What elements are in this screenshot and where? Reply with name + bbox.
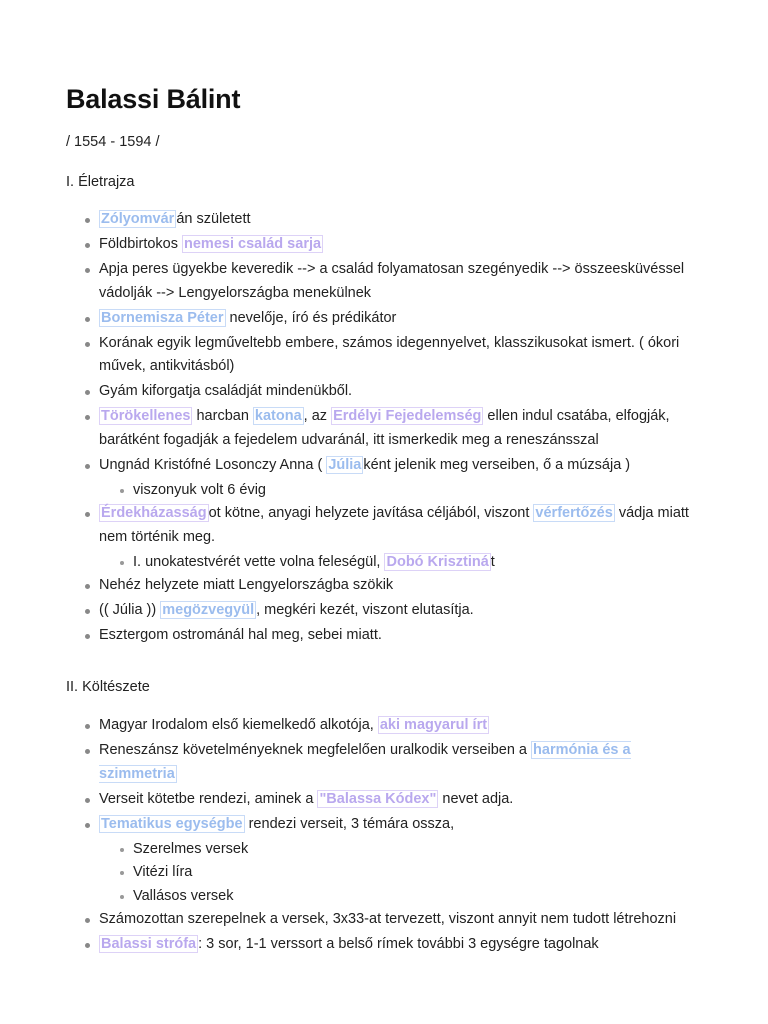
highlighted-term: harmónia és a szimmetria: [99, 742, 631, 782]
item-text: Esztergom ostrománál hal meg, sebei miatt.: [99, 627, 382, 643]
list-item: [66, 788, 706, 812]
bullet-icon: [85, 943, 90, 948]
highlighted-term: aki magyarul írt: [379, 717, 488, 733]
item-text: Gyám kiforgatja családját mindenükből.: [99, 383, 353, 399]
sub-list-item: [66, 479, 706, 503]
section-title-biography: I. Életrajza: [66, 174, 135, 190]
item-text: ellen indul csatába, elfogják, barátként fogadják a fejedelem udvaránál, itt ismerkedik meg a reneszánsszal: [99, 408, 670, 448]
sub-list-item: [66, 885, 706, 909]
item-text: viszonyuk volt 6 évig: [133, 481, 266, 498]
highlighted-term: Balassi strófa: [101, 936, 197, 952]
item-text: Földbirtokos: [99, 236, 183, 252]
page-title: Balassi Bálint: [66, 84, 241, 114]
bullet-icon: [85, 823, 90, 828]
item-text: ként jelenik meg verseiben, ő a múzsája ): [363, 456, 631, 473]
item-text: rendezi verseit, 3 témára ossza,: [244, 815, 455, 832]
bullet-icon: [85, 218, 90, 223]
bullet-icon: [120, 561, 124, 565]
bullet-icon: [120, 871, 124, 875]
item-text: Reneszánsz követelményeknek megfelelően uralkodik verseiben a: [99, 742, 532, 758]
bullet-icon: [85, 634, 90, 639]
list-item: [66, 233, 706, 257]
list-item: [66, 624, 706, 648]
item-text: Verseit kötetbe rendezi, aminek a: [99, 790, 318, 807]
item-text: t: [490, 553, 495, 570]
item-text: Magyar Irodalom első kiemelkedő alkotója,: [99, 717, 378, 733]
item-text: Vitézi líra: [133, 864, 193, 880]
item-text: ot kötne, anyagi helyzete javítása céljából, viszont: [208, 505, 534, 521]
highlighted-term: Erdélyi Fejedelemség: [333, 408, 482, 424]
life-years: / 1554 - 1594 /: [66, 134, 160, 150]
bullet-icon: [85, 243, 90, 248]
highlighted-term: Dobó Krisztiná: [386, 553, 489, 570]
highlighted-term: Törökellenes: [101, 408, 191, 424]
item-text: Számozottan szerepelnek a versek, 3x33-at tervezett, viszont annyit nem tudott létrehozni: [99, 911, 677, 927]
list-item: [66, 258, 706, 305]
bullet-icon: [85, 918, 90, 923]
item-text: Ungnád Kristófné Losonczy Anna (: [99, 456, 327, 473]
list-item: [66, 813, 706, 837]
item-text: : 3 sor, 1-1 verssort a belső rímek további 3 egységre tagolnak: [198, 936, 599, 952]
highlighted-term: katona: [254, 408, 302, 424]
bullet-icon: [120, 848, 124, 852]
highlighted-term: Júlia: [328, 456, 362, 473]
list-item: [66, 307, 706, 331]
highlighted-term: nemesi család sarja: [184, 236, 322, 252]
bullet-icon: [85, 342, 90, 347]
highlighted-term: Tematikus egységbe: [101, 815, 243, 832]
bullet-icon: [85, 609, 90, 614]
highlighted-term: Bornemisza Péter: [101, 309, 224, 326]
item-text: Vallásos versek: [133, 887, 234, 904]
item-text: harcban: [192, 408, 253, 424]
highlighted-term: megözvegyül: [162, 602, 255, 618]
list-item: [66, 502, 706, 549]
item-text: vádja miatt nem történik meg.: [99, 505, 689, 545]
bullet-icon: [120, 895, 124, 899]
list-item: [66, 208, 706, 232]
bullet-icon: [85, 415, 90, 420]
list-item: [66, 332, 706, 379]
highlighted-term: "Balassa Kódex": [319, 790, 437, 807]
item-text: án született: [176, 211, 251, 227]
bullet-icon: [85, 749, 90, 754]
section-title-poetry: II. Költészete: [66, 679, 150, 695]
highlighted-term: Érdekházasság: [101, 505, 207, 521]
bullet-icon: [85, 584, 90, 589]
bullet-icon: [120, 489, 124, 493]
bullet-icon: [85, 464, 90, 469]
bullet-icon: [85, 268, 90, 273]
bullet-icon: [85, 724, 90, 729]
list-item: [66, 714, 706, 738]
list-item: [66, 599, 706, 623]
poetry-list: [66, 714, 706, 958]
list-item: [66, 405, 706, 452]
sub-list-item: [66, 861, 706, 885]
item-text: , megkéri kezét, viszont elutasítja.: [256, 602, 474, 618]
sub-list-item: [66, 838, 706, 862]
item-text: Szerelmes versek: [133, 840, 249, 857]
biography-list: [66, 208, 706, 649]
list-item: [66, 454, 706, 478]
bullet-icon: [85, 317, 90, 322]
item-text: , az: [303, 408, 332, 424]
list-item: [66, 574, 706, 598]
item-text: Korának egyik legműveltebb embere, számos idegennyelvet, klasszikusokat ismert. ( ókori művek, antikvitásból): [99, 334, 680, 374]
item-text: Apja peres ügyekbe keveredik --> a család folyamatosan szegényedik --> összeesküvéssel vádolják --> Lengyelországba menekülnek: [99, 261, 685, 301]
item-text: nevelője, író és prédikátor: [225, 309, 397, 326]
bullet-icon: [85, 390, 90, 395]
item-text: I. unokatestvérét vette volna feleségül,: [133, 553, 385, 570]
list-item: [66, 380, 706, 404]
list-item: [66, 908, 706, 932]
highlighted-term: vérfertőzés: [535, 505, 613, 521]
highlighted-term: Zólyomvár: [101, 211, 175, 227]
bullet-icon: [85, 798, 90, 803]
bullet-icon: [85, 512, 90, 517]
item-text: Nehéz helyzete miatt Lengyelországba szökik: [99, 577, 394, 593]
sub-list-item: [66, 551, 706, 575]
list-item: [66, 739, 706, 786]
item-text: (( Júlia )): [99, 602, 161, 618]
list-item: [66, 933, 706, 957]
item-text: nevet adja.: [438, 790, 514, 807]
